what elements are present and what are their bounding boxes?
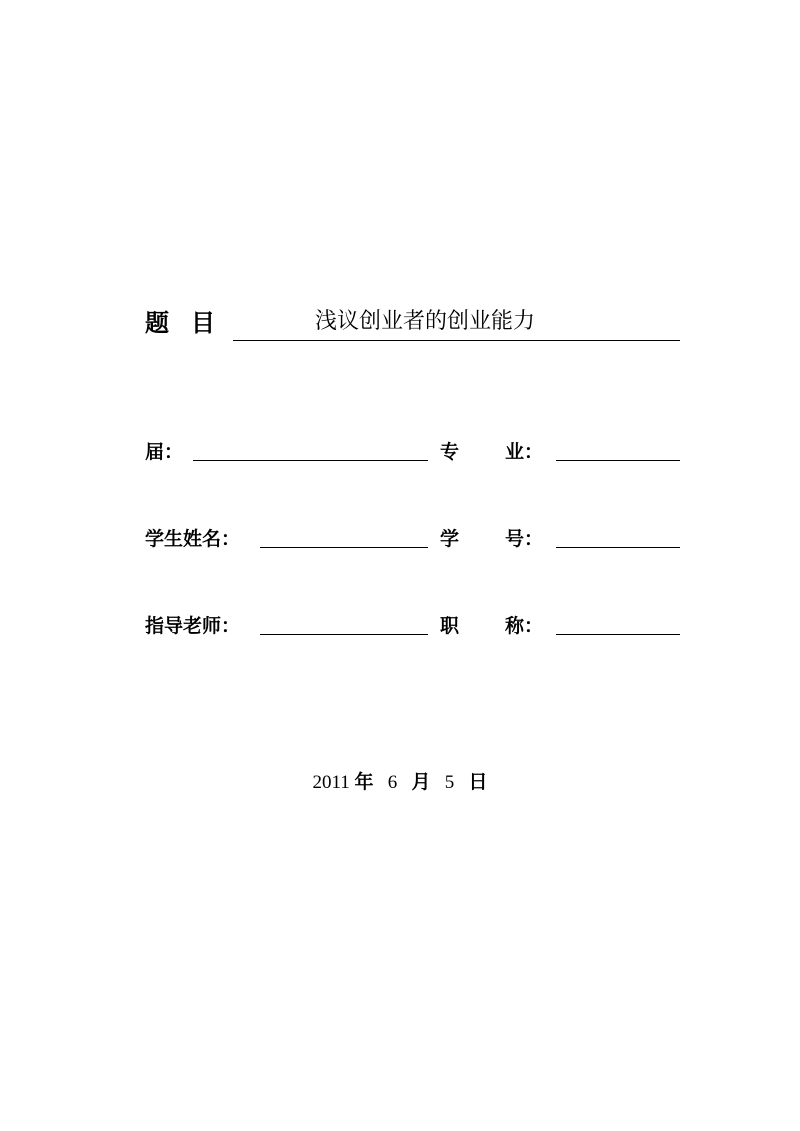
title-label	[145, 305, 215, 341]
title-rank-label-part-2: 称：	[505, 615, 544, 637]
date-month: 6	[387, 772, 398, 793]
date-day: 5	[444, 772, 455, 793]
title-rank-label-part-1: 职	[440, 615, 460, 637]
date-year: 2011	[312, 772, 350, 793]
major-field[interactable]	[556, 460, 680, 461]
date-line	[0, 768, 800, 797]
title-label-char-2: 目	[191, 309, 215, 337]
student-name-field[interactable]	[260, 547, 428, 548]
session-label: 届：	[145, 441, 184, 463]
student-id-label-part-2: 号：	[505, 528, 544, 550]
advisor-label: 指导老师：	[145, 615, 241, 637]
student-name-label: 学生姓名：	[145, 528, 241, 550]
title-rank-field[interactable]	[556, 634, 680, 635]
date-day-unit: 日	[468, 771, 488, 793]
student-id-label-part-1: 学	[440, 528, 460, 550]
advisor-field[interactable]	[260, 634, 428, 635]
title-text: 浅议创业者的创业能力	[315, 309, 536, 334]
session-field[interactable]	[193, 460, 428, 461]
date-month-unit: 月	[411, 771, 431, 793]
major-label-part-1: 专	[440, 441, 460, 463]
student-id-field[interactable]	[556, 547, 680, 548]
date-year-unit: 年	[354, 771, 374, 793]
title-label-char-1: 题	[145, 309, 169, 337]
title-field[interactable]	[233, 305, 680, 341]
major-label-part-2: 业：	[505, 441, 544, 463]
